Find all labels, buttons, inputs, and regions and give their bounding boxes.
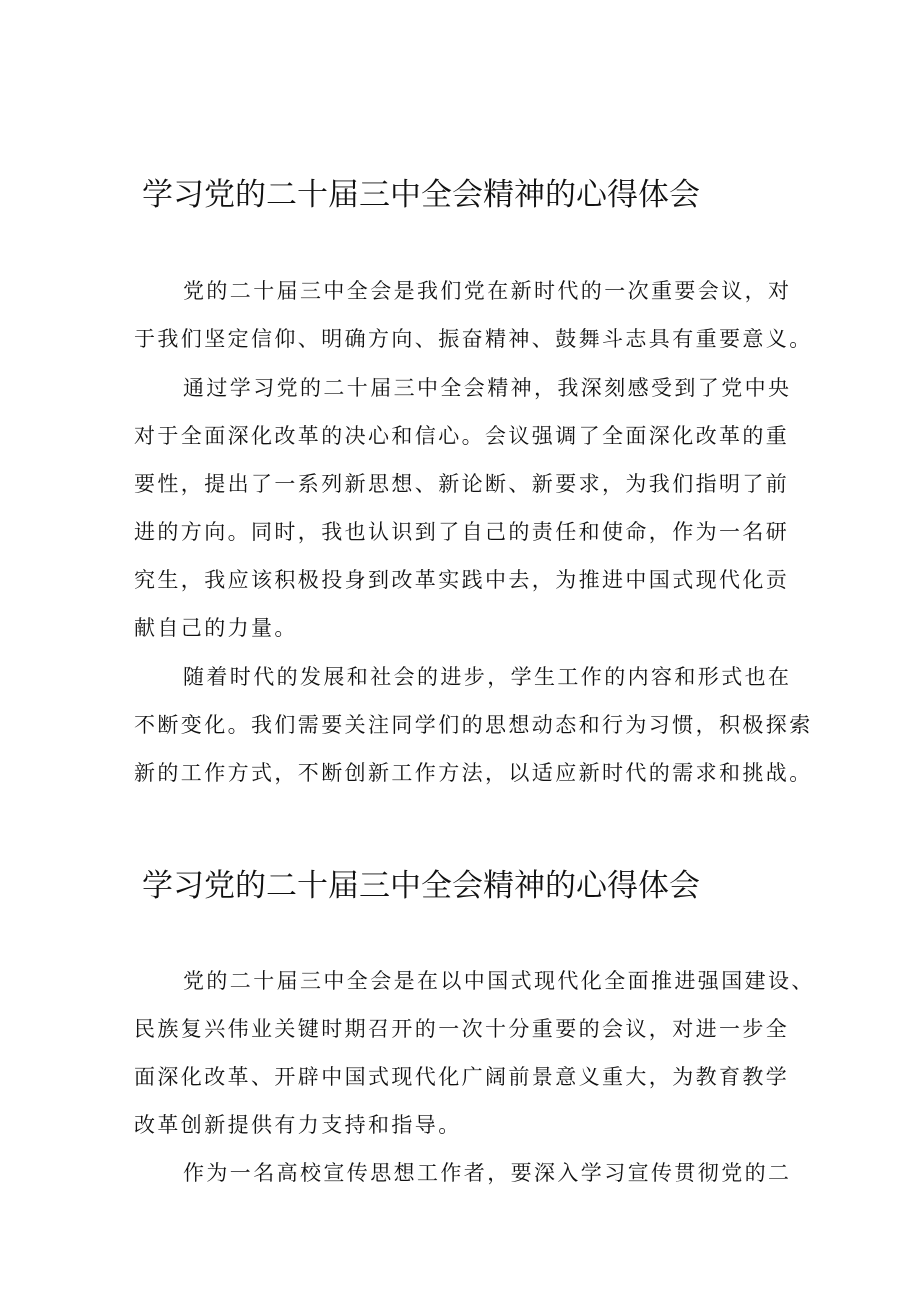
section-1-line-7: 究生，我应该积极投身到改革实践中去，为推进中国式现代化贡 xyxy=(134,568,790,592)
section-1-line-2: 于我们坚定信仰、明确方向、振奋精神、鼓舞斗志具有重要意义。 xyxy=(134,327,813,351)
section-1-line-1: 党的二十届三中全会是我们党在新时代的一次重要会议，对 xyxy=(183,279,792,303)
section-1-line-11: 新的工作方式，不断创新工作方法，以适应新时代的需求和挑战。 xyxy=(134,761,813,785)
section-1-line-8: 献自己的力量。 xyxy=(134,616,298,640)
section-2-line-5: 作为一名高校宣传思想工作者，要深入学习宣传贯彻党的二 xyxy=(183,1161,792,1185)
section-2-title: 学习党的二十届三中全会精神的心得体会 xyxy=(142,868,700,904)
section-2-line-1: 党的二十届三中全会是在以中国式现代化全面推进强国建设、 xyxy=(183,969,815,993)
section-1-line-4: 对于全面深化改革的决心和信心。会议强调了全面深化改革的重 xyxy=(134,424,790,448)
section-2-line-3: 面深化改革、开辟中国式现代化广阔前景意义重大，为教育教学 xyxy=(134,1065,790,1089)
section-1-line-6: 进的方向。同时，我也认识到了自己的责任和使命，作为一名研 xyxy=(134,520,790,544)
section-1-line-10: 不断变化。我们需要关注同学们的思想动态和行为习惯，积极探索 xyxy=(134,713,813,737)
section-1-line-5: 要性，提出了一系列新思想、新论断、新要求，为我们指明了前 xyxy=(134,472,790,496)
section-1-line-9: 随着时代的发展和社会的进步，学生工作的内容和形式也在 xyxy=(183,665,792,689)
section-2-line-4: 改革创新提供有力支持和指导。 xyxy=(134,1113,462,1137)
section-2-line-2: 民族复兴伟业关键时期召开的一次十分重要的会议，对进一步全 xyxy=(134,1017,790,1041)
section-1-title: 学习党的二十届三中全会精神的心得体会 xyxy=(142,177,700,213)
section-1-line-3: 通过学习党的二十届三中全会精神，我深刻感受到了党中央 xyxy=(183,376,792,400)
